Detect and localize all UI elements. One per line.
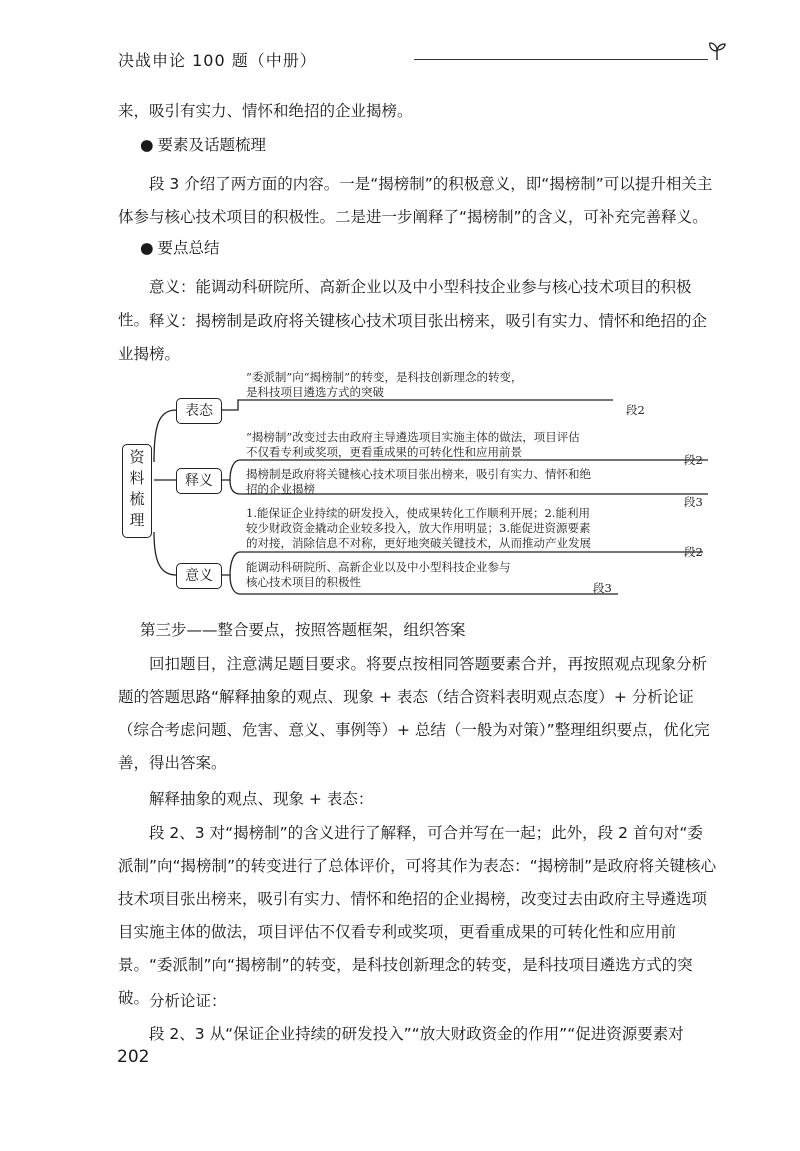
bullet-heading-text: 要点总结	[157, 239, 220, 257]
leaf-significance-text-1: 1.能保证企业持续的研发投入，使成果转化工作顺利开展；2.能利用 较少财政资金撬动企业较多投入，放大作用明显；3.能促进资源要素 的对接，消除信息不对称，更好地突破关键技术，从而推动产业发展	[246, 506, 591, 550]
node-stance: 表态	[176, 398, 222, 424]
bullet-dot-icon: ●	[140, 239, 154, 257]
bullet-heading-summary	[140, 236, 220, 258]
page-number: 202	[117, 1047, 150, 1067]
paragraph-analysis-start: 段 2、3 从“保证企业持续的研发投入”“放大财政资金的作用”“促进资源要素对	[149, 1025, 684, 1043]
paragraph-continued: 来，吸引有实力、情怀和绝招的企业揭榜。	[118, 102, 413, 120]
leaf-significance-text-2: 能调动科研院所、高新企业以及中小型科技企业参与 核心技术项目的积极性	[246, 560, 511, 589]
source-tag: 段2	[684, 453, 703, 467]
bullet-heading-text: 要素及话题梳理	[157, 136, 267, 154]
header-rule	[414, 59, 708, 60]
running-header	[118, 48, 728, 72]
source-tag: 段3	[684, 495, 703, 509]
node-significance: 意义	[176, 563, 222, 589]
paragraph-subheading-explain: 解释抽象的观点、现象 + 表态：	[149, 790, 374, 808]
material-mindmap	[118, 372, 718, 604]
source-tag: 段2	[684, 545, 703, 559]
paragraph-significance: 意义：能调动科研院所、高新企业以及中小型科技企业参与核心技术项目的积极性。	[118, 278, 692, 329]
book-title: 决战申论 100 题（中册）	[118, 51, 317, 70]
sprout-icon	[706, 40, 728, 62]
paragraph-method: 回扣题目，注意满足题目要求。将要点按相同答题要素合并，再按照观点现象分析题的答题思路“解释抽象的观点、现象 + 表态（结合资料表明观点态度）+ 分析论证（综合考虑问题、危害、意义、事例等）+ 总结（一般为对策）”整理组织要点，优化完善，得出答案。	[118, 655, 710, 772]
paragraph-definition: 释义：揭榜制是政府将关键核心技术项目张出榜来，吸引有实力、情怀和绝招的企业揭榜。	[118, 312, 708, 363]
source-tag: 段2	[626, 403, 645, 417]
paragraph-subheading-analysis: 分析论证：	[149, 992, 227, 1010]
bullet-dot-icon: ●	[140, 136, 154, 154]
paragraph-explanation: 段 2、3 对“揭榜制”的含义进行了解释，可合并写在一起；此外，段 2 首句对“委派制”向“揭榜制”的转变进行了总体评价，可将其作为表态：“揭榜制”是政府将关键核心技术项目张出榜来，吸引有实力、情怀和绝招的企业揭榜，改变过去由政府主导遴选项目实施主体的做法，项目评估不仅看专利或奖项，更看重成果的可转化性和应用前景。“委派制”向“揭榜制”的转变，是科技创新理念的转变，是科技项目遴选方式的突破。	[118, 824, 717, 1007]
leaf-stance-text: “委派制”向“揭榜制”的转变，是科技创新理念的转变， 是科技项目遴选方式的突破	[246, 370, 523, 399]
leaf-definition-text-1: “揭榜制”改变过去由政府主导遴选项目实施主体的做法，项目评估 不仅看专利或奖项，更看重成果的可转化性和应用前景	[246, 430, 580, 459]
paragraph-analysis: 段 3 介绍了两方面的内容。一是“揭榜制”的积极意义，即“揭榜制”可以提升相关主体参与核心技术项目的积极性。二是进一步阐释了“揭榜制”的含义，可补充完善释义。	[118, 175, 713, 226]
source-tag: 段3	[593, 581, 612, 595]
node-definition: 释义	[176, 468, 222, 494]
step-heading: 第三步——整合要点，按照答题框架，组织答案	[140, 621, 466, 639]
leaf-definition-text-2: 揭榜制是政府将关键核心技术项目张出榜来，吸引有实力、情怀和绝 招的企业揭榜	[246, 467, 591, 496]
root-node: 资 料 梳 理	[122, 444, 152, 538]
bullet-heading-elements	[140, 133, 266, 155]
